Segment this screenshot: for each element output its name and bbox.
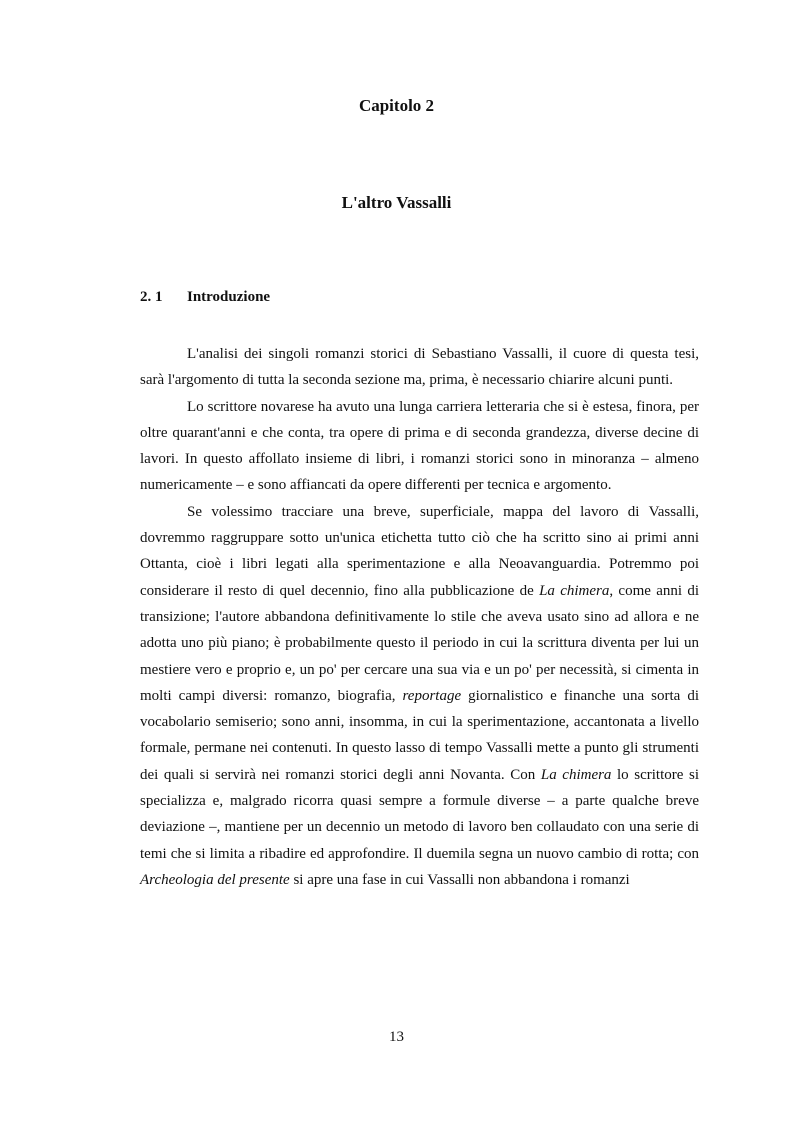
section-heading: [140, 289, 270, 306]
italic-term: reportage: [402, 687, 462, 704]
page-number: 13: [389, 1029, 404, 1045]
text-run: , come anni di transizione; l'autore abbandona definitivamente lo stile che aveva usato sino ad allora e ne adotta uno più piano; è probabilmente questo il periodo in cui la scrittura diventa per lui un mestiere vero e proprio e, un po' per cercare una sua via e un po' per necessità, si cimenta in molti campi diversi: romanzo, biografia,: [140, 582, 699, 704]
text-run: si apre una fase in cui Vassalli non abbandona i romanzi: [289, 871, 630, 888]
paragraph-1: L'analisi dei singoli romanzi storici di Sebastiano Vassalli, il cuore di questa tesi, sarà l'argomento di tutta la seconda sezione ma, prima, è necessario chiarire alcuni punti.: [140, 346, 699, 389]
italic-title: La chimera: [539, 582, 610, 599]
chapter-title: L'altro Vassalli: [341, 193, 452, 212]
text-run: Se volessimo tracciare una breve, superficiale, mappa del lavoro di Vassalli, dovremmo raggruppare sotto un'unica etichetta tutto ciò che ha scritto sino ai primi anni Ottanta, cioè i libri legati alla sperimentazione e alla Neoavanguardia. Potremmo poi considerare il resto di quel decennio, fino alla pubblicazione de: [140, 503, 699, 599]
chapter-number: Capitolo 2: [358, 96, 435, 115]
paragraph-2: Lo scrittore novarese ha avuto una lunga carriera letteraria che si è estesa, finora, per oltre quarant'anni e che conta, tra opere di prima e di seconda grandezza, diverse decine di lavori. In questo affollato insieme di libri, i romanzi storici sono in minoranza – almeno numericamente – e sono affiancati da opere differenti per tecnica e argomento.: [140, 398, 699, 494]
paragraph-3: [140, 499, 699, 893]
section-number: 2. 1: [140, 289, 163, 305]
section-title: Introduzione: [187, 289, 271, 305]
text-run: giornalistico e finanche una sorta di vocabolario semiserio; sono anni, insomma, in cui la sperimentazione, accantonata a livello formale, permane nei contenuti. In questo lasso di tempo Vassalli mette a punto gli strumenti dei quali si servirà nei romanzi storici degli anni Novanta. Con: [140, 687, 700, 783]
italic-title: Archeologia del presente: [140, 871, 290, 888]
italic-title: La chimera: [540, 766, 612, 783]
text-run: lo scrittore si specializza e, malgrado ricorra quasi sempre a formule diverse – a parte qualche breve deviazione –, mantiene per un decennio un metodo di lavoro ben collaudato con una serie di temi che si limita a ribadire ed approfondire. Il duemila segna un nuovo cambio di rotta; con: [140, 766, 699, 862]
body-text: [140, 341, 699, 893]
